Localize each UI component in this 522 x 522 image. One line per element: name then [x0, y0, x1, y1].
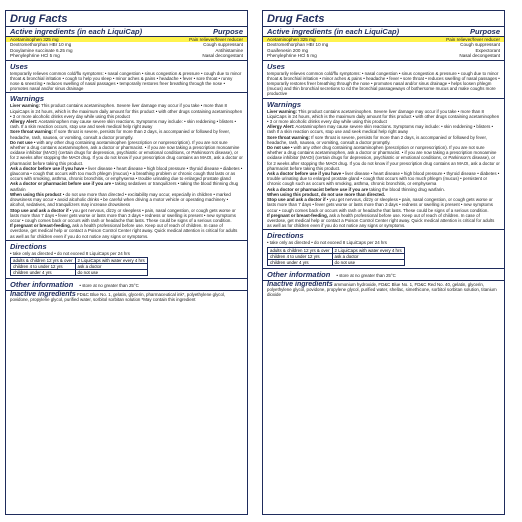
warning-text: • with any other drug containing acetaminophen (prescription or nonprescription). If you are not sure whether a drug contains acetaminophen, ask a doctor or pharmacist. • if you are now taking a prescription monoamine oxidase inhibitor (MAOI) (certain drugs for depression, psychiatric or emotional conditions, or Parkinson's disease), or for 2 weeks after stopping the MAOI drug. If you do not know if your prescription drug contains an MAOI, ask a doctor or pharmacist before taking this product. — [10, 139, 243, 166]
warning-text: This product contains acetaminophen. Severe liver damage may occur if you take • more than 8 LiquiCaps in 24 hours, which is the maximum daily amount for this product • with other drugs containing acetaminophen • 3 or more alcoholic drinks every day while using this product — [267, 108, 500, 125]
warning-text: ask a health professional before use. Keep out of reach of children. In case of overdose, get medical help or contact a Poison Control Center right away. Quick medical attention is critical for adults as well as for children even if you do not notice any signs or symptoms. — [10, 223, 238, 239]
inactive-title: Inactive ingredients — [267, 280, 333, 288]
warning-head: Ask a doctor or pharmacist before use if you are — [267, 186, 369, 192]
ingredient-purpose: Expectorant — [475, 47, 500, 53]
table-cell: children under 4 yrs — [11, 269, 76, 275]
inactive-text: FD&C Blue No. 1, gelatin, glycerin, pharmaceutical ink*, polyethylene glycol, povidone, propylene glycol, purified water, sorbitol sorbitan solution *May contain this ingredient — [10, 291, 226, 303]
table-cell: 2 LiquiCaps with water every 4 hrs — [75, 257, 147, 263]
uses-text: temporarily relieves common cold/flu symptoms: • nasal congestion • sinus congestion & pressure • cough due to minor throat & bronchial irritation • cough to help you sleep • minor aches & pains • headache • fever • sore throat • runny nose & sneezing • reduces swelling of nasal passages • temporarily restores freer breathing through the nose • promotes nasal and/or sinus drainage — [10, 70, 242, 92]
directions-intro: • take only as directed • do not exceed 8 LiquiCaps per 24 hrs — [10, 250, 130, 256]
other-information — [6, 278, 247, 290]
warning-head: Sore throat warning: — [267, 134, 310, 140]
purpose-header-label: Purpose — [212, 27, 243, 36]
table-cell: children 4 to under 12 yrs — [11, 263, 76, 269]
uses-title: Uses — [263, 60, 504, 71]
ingredient-name: Phenylephrine HCl 5 mg — [267, 53, 317, 59]
warning-text: If sore throat is severe, persists for more than 2 days, is accompanied or followed by fever, headache, rash, nausea, or vomiting, consult a doctor promptly. — [10, 129, 230, 140]
warning-text: • do not use more than directed • excitability may occur, especially in children • marked drowsiness may occur • avoid alcoholic drinks • be careful when driving a motor vehicle or operating machinery • alcohol, sedatives, and tranquilizers may increase drowsiness — [10, 191, 231, 208]
warning-text: • liver disease • heart disease • high blood pressure • thyroid disease • diabetes • glaucoma • cough that occurs with too much phlegm (mucus) • a breathing problem or chronic cough that lasts or as occurs with smoking, asthma, chronic bronchitis, or emphysema • trouble urinating due to enlarged prostate gland — [10, 165, 243, 182]
ingredient-name: Dextromethorphan HBr 10 mg — [267, 42, 329, 48]
warning-head: Ask a doctor before use if you have — [10, 165, 85, 171]
warning-text: Acetaminophen may cause severe skin reactions. Symptoms may include: • skin reddening • blisters • rash If a skin reaction occurs, stop use and seek medical help right away — [267, 124, 494, 135]
warning-head: Ask a doctor or pharmacist before use if you are — [10, 181, 112, 187]
warning-item — [263, 145, 504, 171]
purpose-header-label: Purpose — [469, 27, 500, 36]
ingredient-purpose: Pain reliever/fever reducer — [189, 37, 243, 42]
table-cell: adults & children 12 yrs & over — [268, 247, 333, 253]
warning-text: • taking sedatives or tranquilizers • taking the blood thinning drug warfarin — [10, 181, 239, 192]
warning-item — [6, 119, 247, 129]
inactive-title: Inactive ingredients — [10, 290, 76, 298]
warning-head: Do not use — [267, 145, 290, 151]
ingredient-name: Phenylephrine HCl 5 mg — [10, 53, 60, 59]
warning-item — [6, 129, 247, 139]
warning-head: Stop use and ask a doctor if — [10, 207, 69, 213]
ingredient-row — [6, 53, 247, 58]
warning-item — [6, 181, 247, 191]
warning-item — [6, 166, 247, 182]
warning-item — [6, 103, 247, 119]
directions-title: Directions — [263, 229, 504, 240]
table-row — [11, 269, 148, 275]
warning-head: Stop use and ask a doctor if — [267, 197, 326, 203]
warning-text: • you get nervous, dizzy or sleepless • pain, nasal congestion, or cough gets worse or lasts more than 7 days • fever gets worse or lasts more than 3 days • redness or swelling is present • new symptoms occur • cough comes back or occurs with rash or headache that lasts. These could be signs of a serious condition. — [10, 207, 236, 223]
table-cell: children 4 to under 12 yrs — [268, 253, 333, 259]
warning-text: • liver disease • heart disease • high blood pressure • thyroid disease • diabetes • trouble urinating due to enlarged prostate gland • cough that occurs with too much phlegm (mucus) • persistent or chronic cough such as occurs with smoking, asthma, chronic bronchitis, or emphysema — [267, 171, 500, 187]
other-title: Other information — [10, 279, 74, 289]
active-header-label: Active ingredients (in each LiquiCap) — [267, 27, 400, 36]
warning-item — [6, 192, 247, 208]
other-text: • store at no greater than 25°C — [79, 282, 139, 288]
warning-head: If pregnant or breast-feeding, — [267, 212, 328, 218]
warning-text: ask a health professional before use. Keep out of reach of children. In case of overdose, get medical help or contact a Poison Control Center right away. Quick medical attention is critical for adults as well as for children even if you do not notice any signs or symptoms. — [267, 212, 495, 229]
drug-facts-panel-right — [262, 10, 505, 515]
ingredient-purpose: Antihistamine — [215, 47, 243, 53]
ingredient-name: Acetaminophen 325 mg — [267, 37, 316, 42]
warning-head: If pregnant or breast-feeding, — [10, 223, 71, 229]
warning-text: This product contains acetaminophen. Severe liver damage may occur if you take • more than 8 LiquiCaps in 24 hours, which is the maximum daily amount for this product • with other drugs containing acetaminophen • 3 or more alcoholic drinks every day while using this product — [10, 103, 243, 119]
panel-title: Drug Facts — [6, 11, 247, 27]
warning-head: Liver warning: — [267, 108, 298, 114]
panel-title: Drug Facts — [263, 11, 504, 27]
warning-item — [263, 135, 504, 145]
ingredient-name: Doxylamine succinate 6.25 mg — [10, 47, 73, 53]
warnings-title: Warnings — [263, 98, 504, 109]
table-cell: ask a doctor — [332, 253, 404, 259]
warning-head: Allergy Alert: — [267, 124, 295, 130]
active-ingredients-header — [6, 27, 247, 37]
inactive-ingredients — [6, 290, 247, 302]
warning-item — [6, 140, 247, 166]
ingredient-purpose: Nasal decongestant — [459, 53, 500, 59]
uses-text: temporarily relieves common cold/flu symptoms: • nasal congestion • sinus congestion & pressure • cough due to minor throat & bronchial irritation • minor aches & pains • headache • fever • sore throat • reduces swelling of nasal passages • temporarily restores freer breathing through the nose • promotes nasal and/or sinus drainage • helps loosen phlegm (mucus) and thin bronchial secretions to rid the bronchial passageways of bothersome mucus and make coughs more productive — [267, 70, 500, 97]
warning-item — [263, 171, 504, 187]
warning-text: Acetaminophen may cause severe skin reactions. Symptoms may include: • skin reddening • blisters • rash. If a skin reaction occurs, stop use and seek medical help right away — [10, 119, 237, 130]
active-ingredients-header — [263, 27, 504, 37]
table-row — [11, 257, 148, 263]
warning-head: When using this product — [10, 191, 62, 197]
warning-item — [6, 223, 247, 239]
table-cell: adults & children 12 yrs & over — [11, 257, 76, 263]
ingredient-purpose: Pain reliever/fever reducer — [446, 37, 500, 42]
warning-item — [263, 213, 504, 229]
warning-head: When using this product, do not use more than directed. — [267, 191, 386, 197]
warning-head: Liver warning: — [10, 103, 41, 109]
directions-table — [267, 247, 405, 266]
ingredient-row — [263, 53, 504, 58]
table-cell: do not use — [332, 259, 404, 265]
ingredient-purpose: Cough suppressant — [203, 42, 243, 48]
warnings-title: Warnings — [6, 92, 247, 103]
directions-title: Directions — [6, 240, 247, 251]
ingredient-purpose: Cough suppressant — [460, 42, 500, 48]
warning-item — [6, 208, 247, 224]
directions-intro: • take only as directed • do not exceed 8 LiquiCaps per 24 hrs — [267, 240, 387, 246]
warning-head: Sore throat warning: — [10, 129, 53, 135]
warning-item — [263, 124, 504, 134]
ingredient-purpose: Nasal decongestant — [202, 53, 243, 59]
other-title: Other information — [267, 269, 331, 279]
table-row — [268, 259, 405, 265]
warning-text: If sore throat is severe, persists for more than 2 days, is accompanied or followed by fever, headache, rash, nausea, or vomiting, consult a doctor promptly. — [267, 134, 487, 145]
warning-text: • with any other drug containing acetaminophen (prescription or nonprescription). If you are not sure whether a drug contains acetaminophen, ask a doctor or pharmacist. • if you are now taking a prescription monoamine oxidase inhibitor (MAOI) (certain drugs for depression, psychiatric or emotional conditions, or Parkinson's disease), or for 2 weeks after stopping the MAOI drug. If you do not know if your prescription drug contains an MAOI, ask a doctor or pharmacist before taking this product. — [267, 145, 500, 171]
table-row — [268, 247, 405, 253]
inactive-ingredients — [263, 280, 504, 298]
warning-item — [263, 197, 504, 213]
warning-text: taking the blood thinning drug warfarin. — [369, 186, 445, 192]
other-text: • store at no greater than 25°C — [336, 272, 396, 278]
warning-head: Allergy Alert: — [10, 119, 38, 125]
uses-title: Uses — [6, 60, 247, 71]
active-header-label: Active ingredients (in each LiquiCap) — [10, 27, 143, 36]
table-cell: children under 4 yrs — [268, 259, 333, 265]
warning-head: Do not use — [10, 139, 33, 145]
other-information — [263, 268, 504, 280]
table-cell: do not use — [75, 269, 147, 275]
ingredient-name: Acetaminophen 325 mg — [10, 37, 59, 42]
warning-head: Ask a doctor before use if you have — [267, 171, 342, 177]
directions-table — [10, 257, 148, 276]
table-cell: ask a doctor — [75, 263, 147, 269]
drug-facts-panel-left — [5, 10, 248, 515]
table-cell: 2 LiquiCaps with water every 4 hrs — [332, 247, 404, 253]
warning-item — [263, 109, 504, 125]
ingredient-name: Dextromethorphan HBr 10 mg — [10, 42, 72, 48]
inactive-text: ammonium hydroxide, FD&C Blue No. 1, FD&C Red No. 40, gelatin, glycerin, polyethylene glycol, povidone, propylene glycol, purified water, shellac, simethicone, sorbitol sorbitan solution, titanium dioxide — [267, 281, 497, 297]
ingredient-name: Guaifenesin 200 mg — [267, 47, 309, 53]
warning-text: • you get nervous, dizzy or sleepless • pain, nasal congestion, or cough gets worse or lasts more than 7 days • fever gets worse or lasts more than 3 days • redness or swelling is present • new symptoms occur • cough comes back or occurs with rash or headache that lasts. These could be signs of a serious condition. — [267, 197, 493, 213]
